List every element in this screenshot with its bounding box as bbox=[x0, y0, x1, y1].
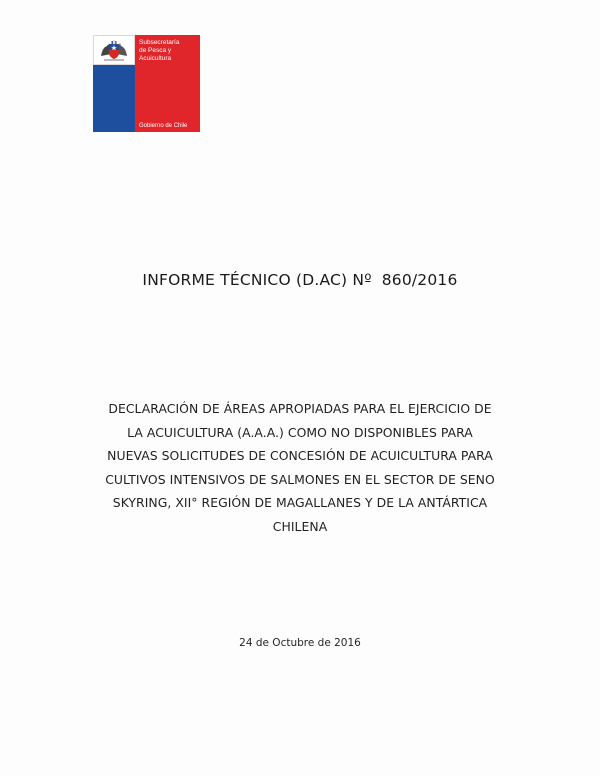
logo-gobierno-text: Gobierno de Chile bbox=[139, 123, 188, 129]
report-number: 860/2016 bbox=[381, 271, 458, 289]
subject-line-3: NUEVAS SOLICITUDES DE CONCESIÓN DE ACUICULTURA PARA bbox=[107, 448, 493, 463]
subpesca-logo bbox=[93, 35, 200, 132]
subject-line-5: SKYRING, XII° REGIÓN DE MAGALLANES Y DE LA ANTÁRTICA bbox=[112, 495, 488, 510]
chile-coat-of-arms-icon bbox=[99, 38, 129, 62]
logo-subsecretaria-text bbox=[139, 39, 199, 63]
logo-subsecretaria-line1: Subsecretaría bbox=[139, 39, 180, 46]
subject-line-1: DECLARACIÓN DE ÁREAS APROPIADAS PARA EL EJERCICIO DE bbox=[108, 401, 492, 416]
logo-emblem-box bbox=[93, 35, 135, 65]
logo-left-column bbox=[93, 35, 135, 132]
report-title-label: INFORME TÉCNICO (D.AC) Nº bbox=[142, 271, 372, 289]
subject-line-6: CHILENA bbox=[272, 518, 328, 534]
report-subject bbox=[80, 397, 520, 538]
report-date: 24 de Octubre de 2016 bbox=[239, 637, 361, 649]
logo-subsecretaria-line2: de Pesca y bbox=[139, 47, 172, 54]
logo-red-block bbox=[135, 35, 200, 132]
subject-line-4: CULTIVOS INTENSIVOS DE SALMONES EN EL SECTOR DE SENO bbox=[105, 471, 495, 487]
logo-subsecretaria-line3: Acuicultura bbox=[139, 55, 172, 62]
logo-blue-block bbox=[93, 65, 135, 132]
report-title bbox=[0, 271, 600, 289]
subject-line-2: LA ACUICULTURA (A.A.A.) COMO NO DISPONIBLES PARA bbox=[127, 424, 473, 440]
